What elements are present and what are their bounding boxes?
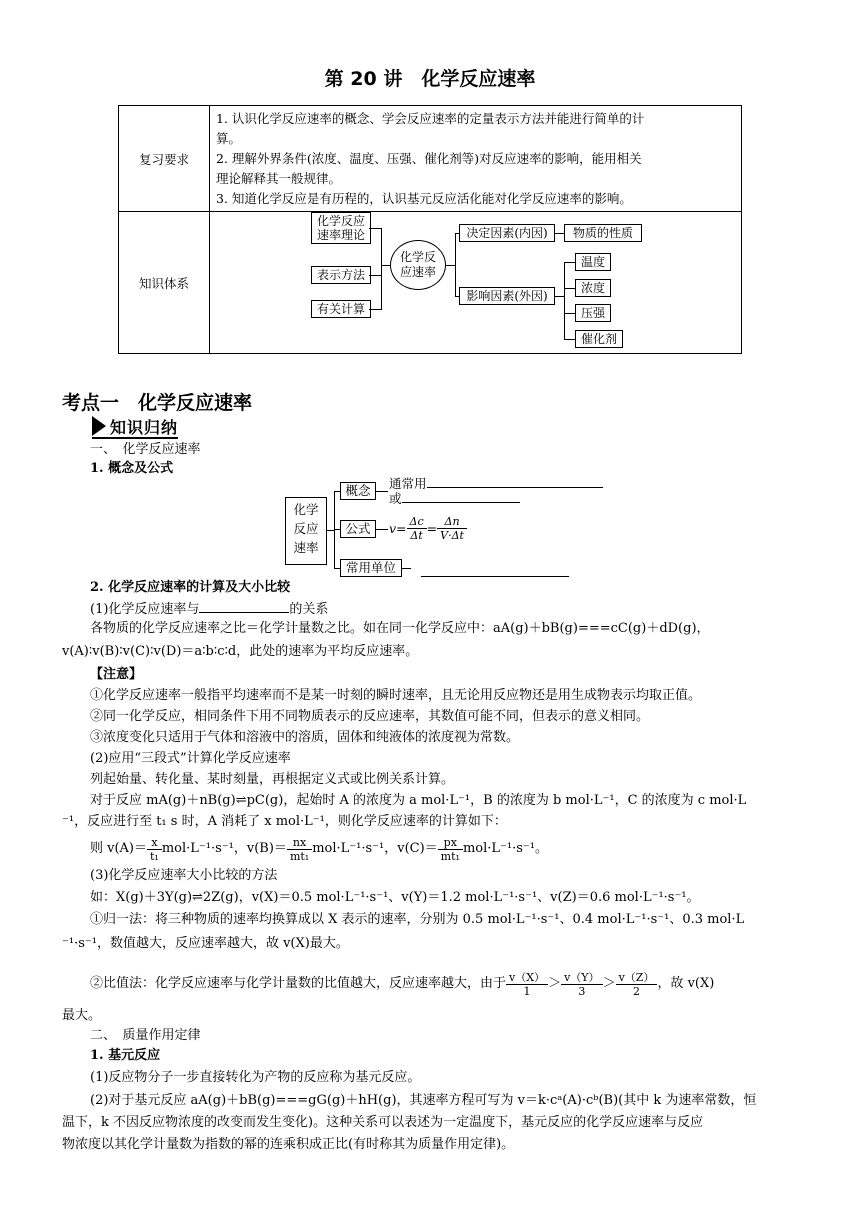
- p18: 物浓度以其化学计量数为指数的幂的连乘积成正比(有时称其为质量作用定律)。: [62, 1137, 515, 1152]
- page-title: 第 20 讲 化学反应速率: [324, 68, 536, 90]
- formula-box: 公式: [340, 520, 376, 538]
- center-node: 化学反 应速率: [390, 240, 446, 290]
- repr-box: 表示方法: [311, 266, 371, 284]
- note-3: ③浓度变化只适用于气体和溶液中的溶质，固体和纯液体的浓度视为常数。: [90, 730, 520, 745]
- p15: (1)反应物分子一步直接转化为产物的反应称为基元反应。: [90, 1070, 421, 1085]
- p7: ⁻¹，反应进行至 t₁ s 时，A 消耗了 x mol·L⁻¹，则化学反应速率的计算如下：: [62, 814, 507, 829]
- internal-box: 决定因素(内因): [459, 224, 555, 242]
- p2: 各物质的化学反应速率之比＝化学计量数之比。如在同一化学反应中：aA(g)＋bB(g)===cC(g)＋dD(g)，: [90, 621, 710, 636]
- rate-root-box: 化学 反应 速率: [285, 497, 327, 565]
- p10: 如：X(g)＋3Y(g)⇌2Z(g)，v(X)＝0.5 mol·L⁻¹·s⁻¹、v(Y)＝1.2 mol·L⁻¹·s⁻¹、v(Z)＝0.6 mol·L⁻¹·s⁻¹。: [90, 890, 700, 905]
- p1: (1)化学反应速率与 的关系: [90, 598, 830, 620]
- theory-box: 化学反应 速率理论: [311, 212, 371, 244]
- sub1-heading: 1. 概念及公式: [90, 461, 174, 476]
- p12: ⁻¹·s⁻¹，数值越大，反应速率越大，故 v(X)最大。: [62, 936, 349, 951]
- nature-box: 物质的性质: [564, 224, 642, 242]
- p17: 温下，k 不因反应物浓度的改变而发生变化)。这种关系可以表述为一定温度下，基元反应的化学反应速率与反应: [62, 1115, 704, 1130]
- review-label: 复习要求: [119, 106, 210, 212]
- factor-temperature: 温度: [575, 253, 611, 271]
- p14: 最大。: [62, 1008, 102, 1023]
- p4: (2)应用“三段式”计算化学反应速率: [90, 751, 291, 766]
- factor-catalyst: 催化剂: [575, 330, 623, 348]
- p9: (3)化学反应速率大小比较的方法: [90, 868, 278, 883]
- unit-box: 常用单位: [340, 559, 402, 577]
- knowledge-label: 知识体系: [119, 212, 210, 354]
- concept-text: 通常用 或: [389, 476, 603, 506]
- p3: v(A)∶v(B)∶v(C)∶v(D)＝a∶b∶c∶d，此处的速率为平均反应速率。: [62, 644, 419, 659]
- external-box: 影响因素(外因): [459, 287, 555, 305]
- part1-heading: 一、 化学反应速率: [90, 442, 201, 457]
- review-table: [118, 105, 742, 354]
- p13: ②比值法：化学反应速率与化学计量数的比值越大，反应速率越大，由于 $\frac{v(X)}{1}$ ＞ $\frac{v(Y)}{3}$ ＞ $\frac{v(Z)}{2}$ ，故 v(X): [90, 970, 715, 998]
- sub3-heading: 1. 基元反应: [90, 1048, 161, 1063]
- p8: 则 v(A)＝ $\frac{x}{\text{t₁}}$ mol·L⁻¹·s⁻¹，v(B)＝ $\frac{nx}{\text{mt₁}}$ mol·L⁻¹·s⁻¹，v(C)＝ $\frac{px}{\text{mt₁}}$ mol·L⁻¹·s⁻¹。: [90, 835, 548, 863]
- review-item: 理论解释其一般规律。: [216, 170, 342, 186]
- knowledge-badge: 知识归纳: [92, 415, 178, 439]
- sub2-heading: 2. 化学反应速率的计算及大小比较: [90, 580, 291, 595]
- review-item: 2. 理解外界条件(浓度、温度、压强、催化剂等)对反应速率的影响，能用相关: [216, 150, 642, 166]
- review-item: 1. 认识化学反应速率的概念、学会反应速率的定量表示方法并能进行简单的计: [216, 110, 645, 126]
- concept-box: 概念: [340, 482, 376, 500]
- review-item: 算。: [216, 130, 242, 146]
- note-1: ①化学反应速率一般指平均速率而不是某一时刻的瞬时速率，且无论用反应物还是用生成物表示均取正值。: [90, 688, 702, 703]
- p5: 列起始量、转化量、某时刻量，再根据定义式或比例关系计算。: [90, 772, 455, 787]
- part2-heading: 二、 质量作用定律: [90, 1028, 201, 1043]
- unit-blank: [421, 562, 569, 577]
- review-items: [210, 106, 742, 212]
- p11: ①归一法：将三种物质的速率均换算成以 X 表示的速率，分别为 0.5 mol·L⁻¹·s⁻¹、0.4 mol·L⁻¹·s⁻¹、0.3 mol·L: [90, 912, 745, 927]
- factor-pressure: 压强: [575, 304, 611, 322]
- factor-concentration: 浓度: [575, 279, 611, 297]
- p6: 对于反应 mA(g)＋nB(g)⇌pC(g)，起始时 A 的浓度为 a mol·L⁻¹，B 的浓度为 b mol·L⁻¹，C 的浓度为 c mol·L: [90, 793, 747, 808]
- note-label: 【注意】: [90, 667, 143, 682]
- rate-formula: v= $\frac{\Delta c}{\Delta t}$ = $\frac{\Delta n}{V\cdot\Delta t}$: [389, 515, 467, 542]
- note-2: ②同一化学反应，相同条件下用不同物质表示的反应速率，其数值可能不同，但表示的意义相同。: [90, 709, 650, 724]
- section-heading: 考点一 化学反应速率: [62, 392, 253, 414]
- review-item: 3. 知道化学反应是有历程的，认识基元反应活化能对化学反应速率的影响。: [216, 190, 632, 206]
- p16: (2)对于基元反应 aA(g)＋bB(g)===gG(g)＋hH(g)，其速率方程可写为 v＝k·cᵃ(A)·cᵇ(B)(其中 k 为速率常数，恒: [90, 1093, 757, 1108]
- arrow-icon: [92, 416, 106, 436]
- calc-box: 有关计算: [311, 300, 371, 318]
